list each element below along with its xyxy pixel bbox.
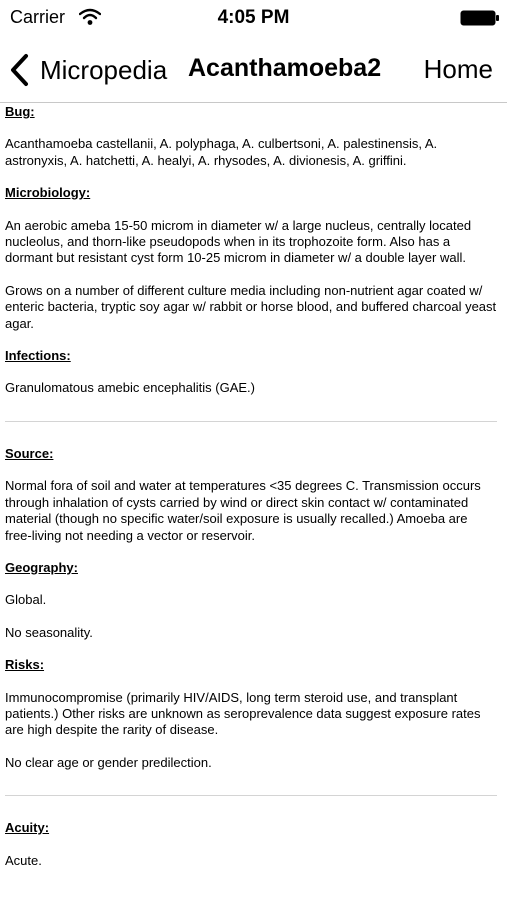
section-heading: Source: (5, 445, 54, 461)
section-heading: Infections: (5, 348, 71, 364)
section-heading: Acuity: (5, 820, 50, 836)
status-time: 4:05 PM (217, 7, 290, 28)
section-text: Granulomatous amebic encephalitis (GAE.) (5, 380, 256, 396)
section-text: Immunocompromise (primarily HIV/AIDS, long term steroid use, and transplant patients.) Other risks are unknown as seroprevalence data suggest exposure rates are high despite the rarity of disease. (5, 689, 481, 738)
section-text: An aerobic ameba 15-50 microm in diameter w/ a large nucleus, centrally located nucleolus, and thorn-like pseudopods when in its trophozoite form. Also has a dormant but resistant cyst form 10-25 microm in diameter w/ a double layer wall. (5, 217, 472, 266)
back-button[interactable] (8, 50, 167, 90)
section-divider (5, 421, 497, 422)
section-acuity (5, 820, 497, 869)
section-heading: Microbiology: (5, 185, 91, 201)
section-bug (5, 104, 497, 169)
chevron-left-icon (8, 53, 30, 87)
section-divider (5, 795, 497, 796)
status-bar (0, 0, 507, 36)
section-text: Acanthamoeba castellanii, A. polyphaga, A. culbertsoni, A. palestinensis, A. astronyxis, A. hatchetti, A. healyi, A. rhysodes, A. divionesis, A. griffini. (5, 136, 438, 168)
section-geography (5, 560, 497, 641)
section-infections (5, 348, 497, 397)
battery-icon (460, 10, 500, 26)
section-heading: Geography: (5, 559, 78, 575)
article-content (5, 104, 497, 869)
page-title: Acanthamoeba2 (188, 54, 382, 82)
section-text: No clear age or gender predilection. (5, 754, 212, 770)
carrier-label: Carrier (10, 7, 66, 27)
section-risks (5, 657, 497, 771)
section-heading: Bug: (5, 104, 35, 119)
section-heading: Risks: (5, 657, 45, 673)
section-text: Grows on a number of different culture media including non-nutrient agar coated w/ enteric bacteria, tryptic soy agar w/ rabbit or horse blood, and buffered charcoal yeast agar. (5, 282, 497, 331)
section-text: Normal fora of soil and water at temperatures <35 degrees C. Transmission occurs through inhalation of cysts carried by wind or direct skin contact w/ contaminated material (though no specific water/soil exposure is usually recalled.) Amoeba are free-living not needing a vector or reservoir. (5, 478, 481, 543)
section-text: No seasonality. (5, 624, 93, 640)
section-text: Acute. (5, 852, 42, 868)
navigation-bar (0, 36, 507, 103)
section-text: Global. (5, 592, 47, 608)
back-label: Micropedia (40, 54, 168, 85)
section-source (5, 446, 497, 544)
home-button[interactable]: Home (423, 54, 493, 84)
section-microbiology (5, 185, 497, 332)
